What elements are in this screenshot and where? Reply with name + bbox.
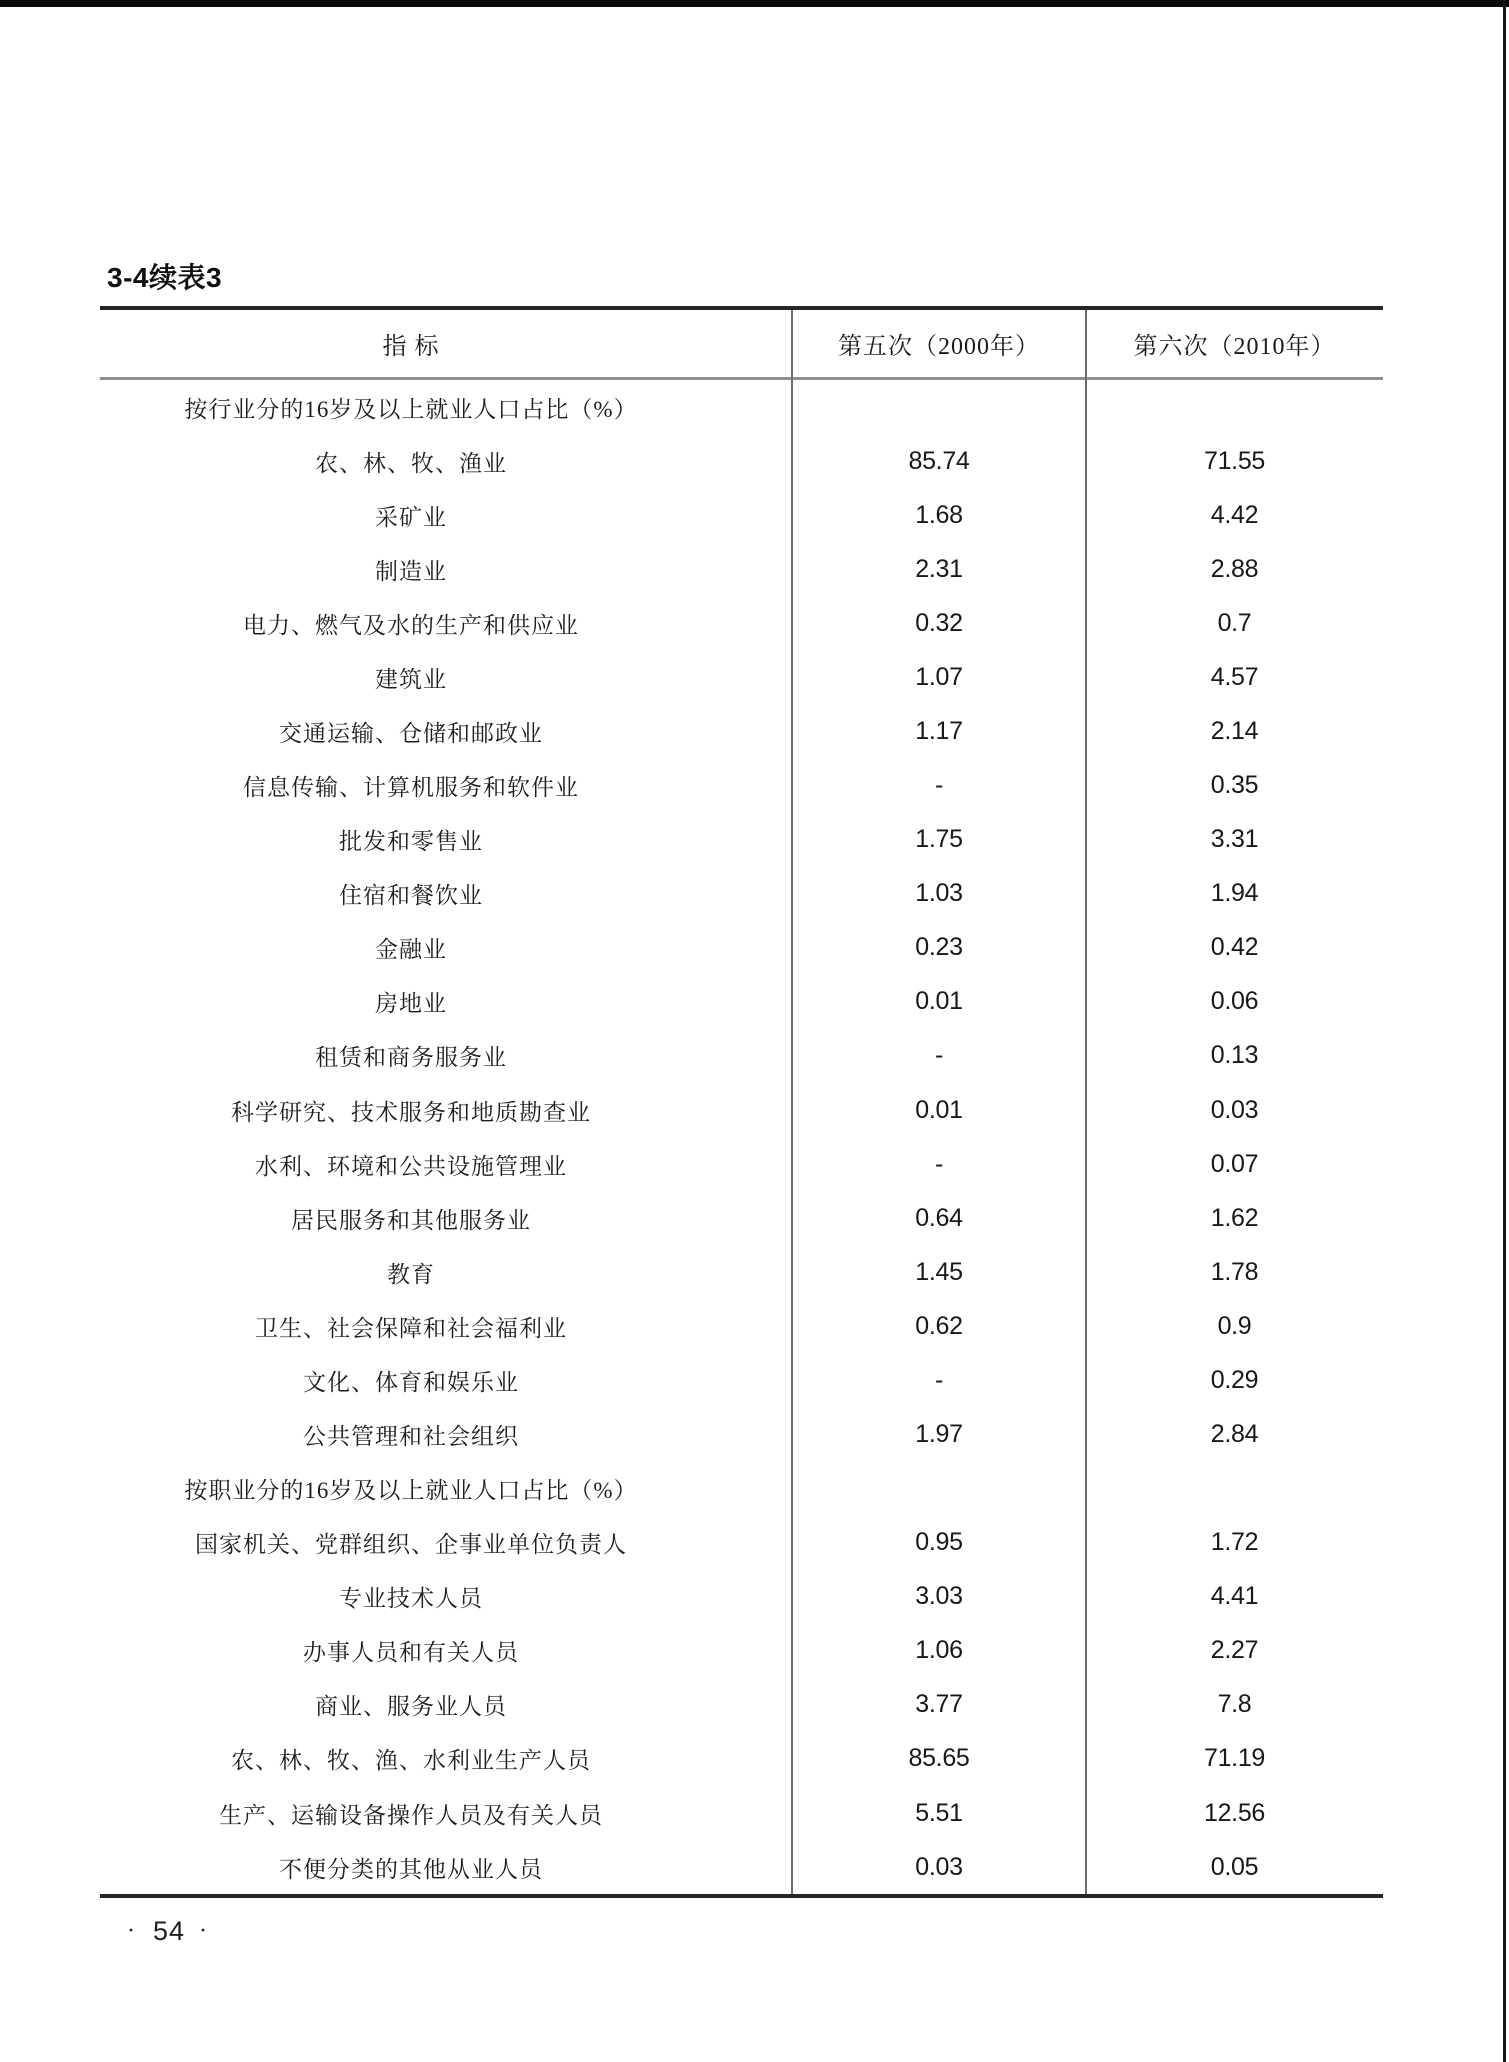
census-2000-value-cell: 85.74 — [908, 446, 970, 475]
census-2010-value-cell: 71.55 — [1203, 446, 1266, 475]
census-2010-value-cell: 1.62 — [1210, 1203, 1259, 1232]
table-row — [100, 704, 1383, 758]
census-2010-value-cell: 1.78 — [1210, 1257, 1259, 1286]
table-section-row — [100, 1462, 1383, 1516]
census-2000-value-cell: 1.06 — [915, 1636, 963, 1665]
census-2010-value-cell: 0.13 — [1210, 1041, 1259, 1070]
census-2010-value-cell: 3.31 — [1210, 825, 1259, 854]
table-row — [100, 542, 1383, 596]
table-section-row — [100, 380, 1383, 434]
census-2010-value-cell: 0.07 — [1210, 1149, 1259, 1178]
column-header-indicator: 指 标 — [382, 334, 440, 360]
census-2000-value-cell: 0.03 — [915, 1852, 963, 1881]
census-2000-value-cell: 0.01 — [915, 987, 963, 1016]
indicator-cell: 水利、环境和公共设施管理业 — [255, 1153, 567, 1179]
indicator-cell: 采矿业 — [375, 504, 447, 530]
scan-edge-right — [1503, 0, 1506, 2062]
column-divider-1 — [791, 310, 793, 1894]
table-row — [100, 1353, 1383, 1407]
census-2010-value-cell: 2.88 — [1210, 554, 1259, 583]
table-row — [100, 1786, 1383, 1840]
census-2000-value-cell: 0.01 — [915, 1095, 963, 1124]
table-row — [100, 921, 1383, 975]
indicator-cell: 农、林、牧、渔业 — [315, 450, 507, 476]
table-row — [100, 1624, 1383, 1678]
column-divider-2 — [1085, 310, 1087, 1894]
indicator-cell: 办事人员和有关人员 — [303, 1640, 519, 1666]
census-2010-value-cell: 2.84 — [1210, 1420, 1259, 1449]
table-row — [100, 650, 1383, 704]
census-2000-value-cell: 1.97 — [915, 1420, 963, 1449]
table-header-row — [100, 310, 1383, 380]
indicator-cell: 卫生、社会保障和社会福利业 — [255, 1315, 567, 1341]
page-number: 54 — [153, 1916, 186, 1946]
census-2010-value-cell: 1.72 — [1210, 1528, 1259, 1557]
census-2010-value-cell: 4.42 — [1210, 500, 1259, 529]
table-row — [100, 867, 1383, 921]
indicator-cell: 住宿和餐饮业 — [339, 883, 483, 909]
table-row — [100, 1516, 1383, 1570]
census-2010-value-cell: 0.29 — [1210, 1365, 1259, 1394]
page-footer — [127, 1916, 207, 1947]
census-2010-value-cell: 0.05 — [1210, 1852, 1259, 1881]
census-2010-value-cell: 0.9 — [1217, 1311, 1252, 1340]
table-row — [100, 1191, 1383, 1245]
census-2010-value-cell: 4.57 — [1210, 662, 1259, 691]
table-row — [100, 434, 1383, 488]
indicator-cell: 科学研究、技术服务和地质勘查业 — [231, 1099, 591, 1125]
census-2000-value-cell: 1.07 — [915, 662, 963, 691]
indicator-cell: 文化、体育和娱乐业 — [303, 1369, 519, 1395]
table-row — [100, 1299, 1383, 1353]
table-row — [100, 1029, 1383, 1083]
census-2000-value-cell: 3.77 — [915, 1690, 963, 1719]
footer-dot-left: · — [127, 1918, 135, 1944]
table-row — [100, 596, 1383, 650]
table-continuation-title: 3-4续表3 — [107, 262, 223, 293]
census-2010-value-cell: 71.19 — [1203, 1744, 1266, 1773]
census-2010-value-cell: 0.03 — [1210, 1095, 1259, 1124]
census-2000-value-cell: - — [934, 1365, 944, 1394]
census-2000-value-cell: 1.17 — [915, 717, 963, 745]
table-row — [100, 759, 1383, 813]
census-2000-value-cell: 0.23 — [915, 933, 963, 962]
census-2010-value-cell: 4.41 — [1210, 1582, 1259, 1611]
column-header-fifth-census-2000: 第五次（2000年） — [838, 334, 1040, 360]
indicator-cell: 制造业 — [375, 558, 447, 584]
table-row — [100, 1137, 1383, 1191]
census-2010-value-cell: 2.14 — [1210, 717, 1259, 745]
census-2000-value-cell: 3.03 — [915, 1582, 963, 1611]
indicator-cell: 电力、燃气及水的生产和供应业 — [243, 612, 579, 638]
indicator-cell: 按职业分的16岁及以上就业人口占比（%） — [184, 1478, 638, 1504]
table-row — [100, 1245, 1383, 1299]
indicator-cell: 批发和零售业 — [339, 829, 483, 855]
census-2010-value-cell: 1.94 — [1210, 879, 1259, 908]
census-2000-value-cell: 0.64 — [915, 1203, 963, 1232]
indicator-cell: 按行业分的16岁及以上就业人口占比（%） — [184, 396, 638, 422]
indicator-cell: 公共管理和社会组织 — [303, 1424, 519, 1450]
indicator-cell: 专业技术人员 — [339, 1586, 483, 1612]
census-2000-value-cell: 1.75 — [915, 825, 963, 854]
table-row — [100, 1570, 1383, 1624]
census-2000-value-cell: - — [934, 1041, 944, 1070]
census-2000-value-cell: 1.45 — [915, 1257, 963, 1286]
table-row — [100, 1732, 1383, 1786]
census-2010-value-cell: 12.56 — [1203, 1798, 1266, 1827]
census-2010-value-cell: 0.35 — [1210, 771, 1259, 800]
census-2010-value-cell: 7.8 — [1217, 1690, 1252, 1719]
table-row — [100, 488, 1383, 542]
census-2000-value-cell: 1.03 — [915, 879, 963, 908]
census-2010-value-cell: 0.7 — [1217, 608, 1252, 637]
census-2000-value-cell: 2.31 — [915, 554, 963, 583]
indicator-cell: 商业、服务业人员 — [315, 1694, 507, 1720]
table-body — [100, 380, 1383, 1894]
table-row — [100, 1678, 1383, 1732]
table-row — [100, 975, 1383, 1029]
table-row — [100, 1840, 1383, 1894]
table-row — [100, 1083, 1383, 1137]
census-2000-value-cell: 1.68 — [915, 500, 963, 529]
census-2000-value-cell: 0.32 — [915, 608, 963, 637]
indicator-cell: 生产、运输设备操作人员及有关人员 — [219, 1802, 603, 1828]
indicator-cell: 租赁和商务服务业 — [315, 1045, 507, 1071]
census-2010-value-cell: 2.27 — [1210, 1636, 1259, 1665]
table-row — [100, 813, 1383, 867]
census-2010-value-cell: 0.06 — [1210, 987, 1259, 1016]
indicator-cell: 建筑业 — [375, 666, 447, 692]
column-header-sixth-census-2010: 第六次（2010年） — [1133, 334, 1336, 360]
indicator-cell: 房地业 — [375, 991, 447, 1017]
indicator-cell: 国家机关、党群组织、企事业单位负责人 — [195, 1532, 627, 1558]
indicator-cell: 交通运输、仓储和邮政业 — [279, 721, 543, 746]
indicator-cell: 农、林、牧、渔、水利业生产人员 — [231, 1748, 591, 1774]
indicator-cell: 信息传输、计算机服务和软件业 — [243, 775, 579, 801]
scan-edge-top — [0, 0, 1509, 7]
table-row — [100, 1407, 1383, 1461]
footer-dot-right: · — [199, 1918, 208, 1944]
indicator-cell: 不便分类的其他从业人员 — [279, 1856, 543, 1882]
indicator-cell: 教育 — [387, 1261, 435, 1287]
census-2000-value-cell: - — [934, 1149, 944, 1178]
indicator-cell: 居民服务和其他服务业 — [291, 1207, 531, 1233]
census-2000-value-cell: 85.65 — [908, 1744, 970, 1773]
census-2000-value-cell: 0.62 — [915, 1311, 963, 1340]
census-2000-value-cell: - — [934, 771, 944, 800]
indicator-cell: 金融业 — [375, 937, 447, 963]
census-2000-value-cell: 5.51 — [915, 1798, 963, 1827]
census-2000-value-cell: 0.95 — [915, 1528, 963, 1557]
census-2010-value-cell: 0.42 — [1210, 933, 1259, 962]
census-statistics-table — [100, 306, 1383, 1898]
